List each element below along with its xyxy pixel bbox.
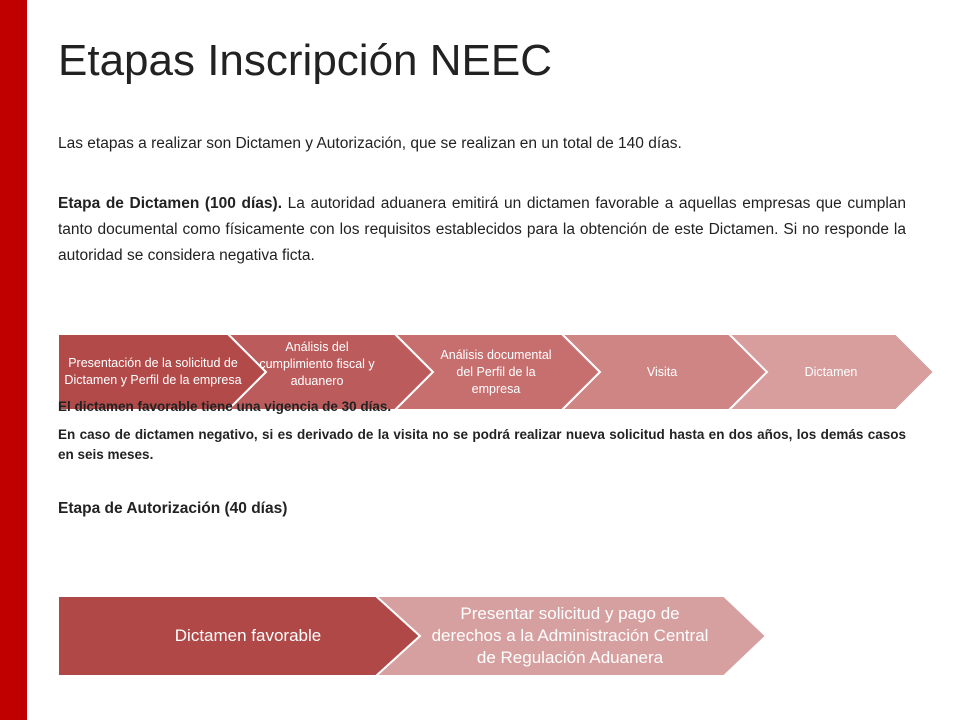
negative-note: En caso de dictamen negativo, si es derivado de la visita no se podrá realizar nueva solicitud hasta en dos años, los demás casos en seis meses. — [58, 427, 906, 462]
dictamen-step-2-label: Análisis del cumplimiento fiscal y aduanero — [259, 339, 375, 388]
dictamen-heading: Etapa de Dictamen (100 días). — [58, 195, 283, 212]
vigencia-note: El dictamen favorable tiene una vigencia de 30 días. — [58, 399, 392, 414]
page-title: Etapas Inscripción NEEC — [58, 36, 552, 85]
dictamen-step-1-label: Presentación de la solicitud de Dictamen y Perfil de la empresa — [64, 356, 242, 387]
autorizacion-step-2-label: Presentar solicitud y pago de derechos a la Administración Central de Regulación Aduanera — [431, 604, 709, 667]
autorizacion-heading: Etapa de Autorización (40 días) — [58, 500, 288, 517]
autorizacion-step-1-label: Dictamen favorable — [174, 626, 322, 645]
dictamen-step-4-label: Visita — [646, 364, 678, 379]
dictamen-step-3-label: Análisis documental del Perfil de la empresa — [440, 347, 552, 396]
dictamen-text: La autoridad aduanera emitirá un dictamen favorable a aquellas empresas que cumplan tanto documental como físicamente con los requisitos establecidos para la obtención de este Dictamen. Si no responde la autoridad se considera negativa ficta. — [58, 195, 906, 264]
intro-paragraph: Las etapas a realizar son Dictamen y Autorización, que se realizan en un total de 140 días. — [58, 135, 682, 152]
dictamen-step-5-label: Dictamen — [804, 364, 858, 379]
